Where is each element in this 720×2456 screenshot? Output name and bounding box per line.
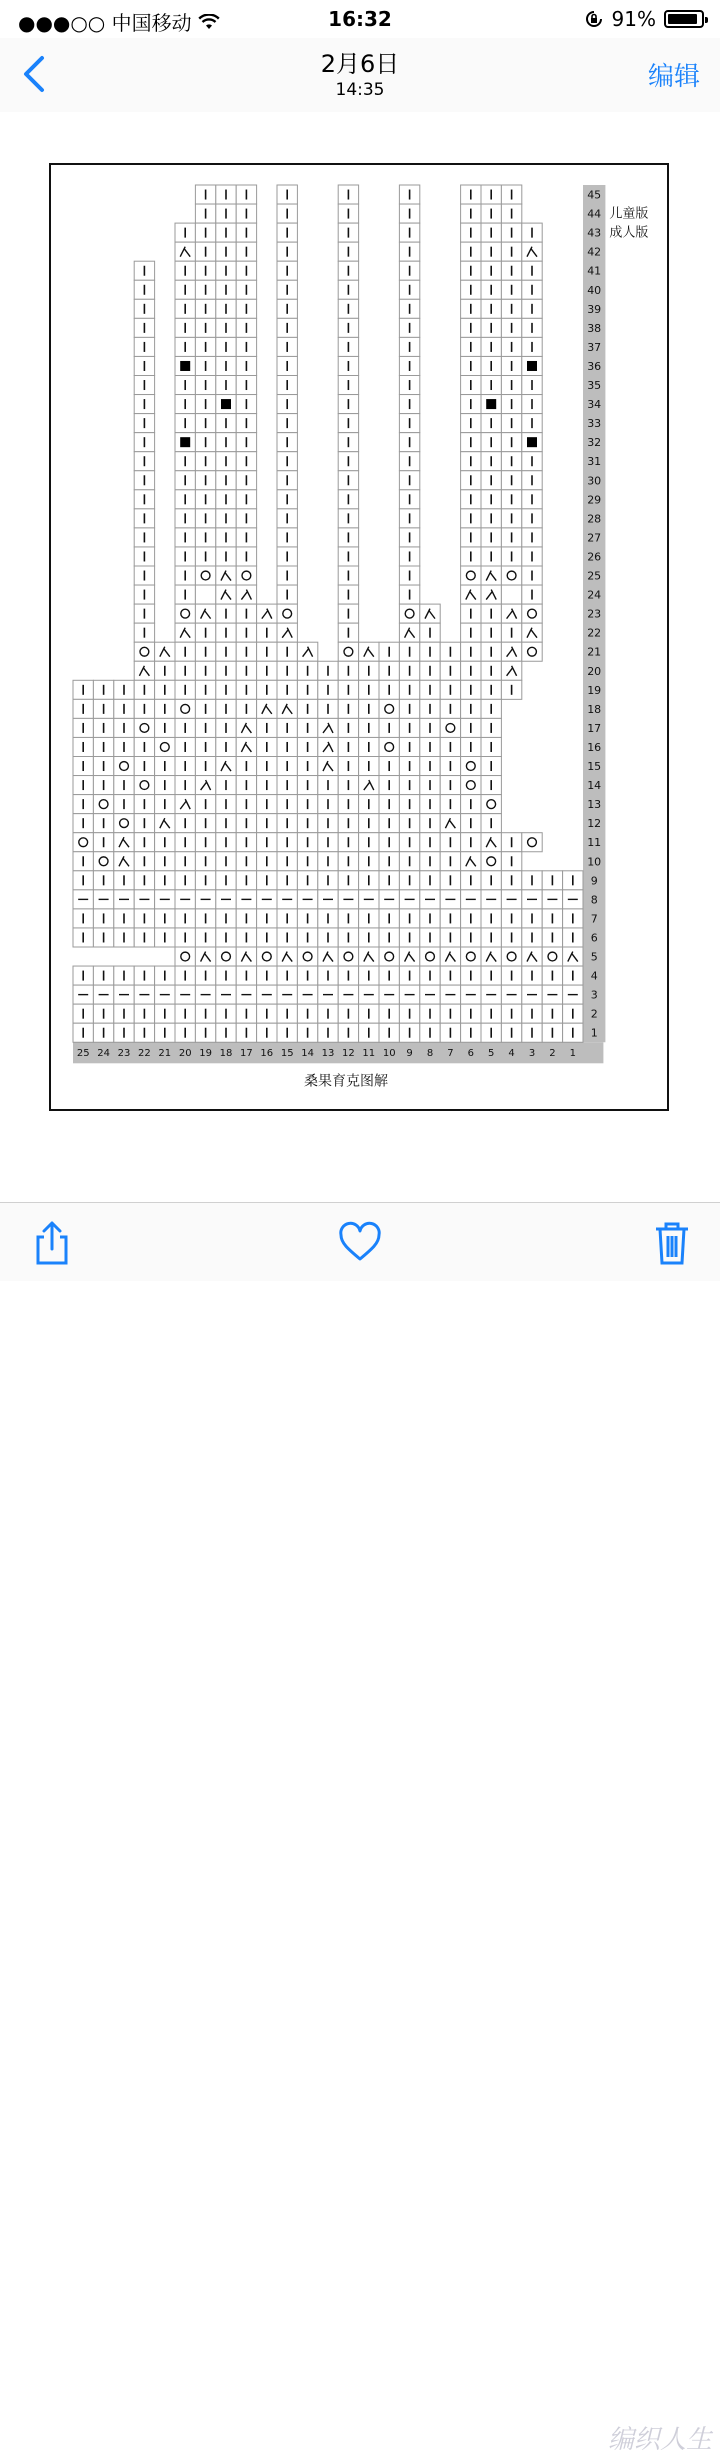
chart-cell [461, 757, 481, 776]
chart-cell [236, 566, 256, 585]
chart-cell [399, 623, 419, 642]
chart-cell [216, 757, 236, 776]
chart-cell [501, 585, 521, 604]
column-number: 24 [97, 1047, 110, 1059]
chart-cell [359, 776, 379, 795]
chart-cell [461, 566, 481, 585]
bobble-mark [527, 437, 537, 447]
chart-cell [236, 718, 256, 737]
row-number: 33 [587, 417, 602, 431]
chart-cell [461, 776, 481, 795]
chart-cell [257, 699, 277, 718]
column-number: 16 [260, 1047, 274, 1059]
chart-cell [216, 585, 236, 604]
chart-cell [481, 795, 501, 814]
chart-cell [195, 585, 215, 604]
chart-cell [257, 604, 277, 623]
chart-cell [501, 566, 521, 585]
chart-cell [297, 642, 317, 661]
row-number: 38 [587, 321, 602, 335]
chart-cell [481, 947, 501, 966]
row-number: 5 [590, 950, 598, 964]
row-number: 34 [587, 398, 602, 412]
chart-cell [277, 623, 297, 642]
chart-cell [277, 699, 297, 718]
battery-icon [664, 10, 704, 28]
chart-cell [542, 947, 562, 966]
row-number: 20 [587, 664, 602, 678]
column-number: 14 [301, 1047, 314, 1059]
chart-cell [461, 947, 481, 966]
row-number: 42 [587, 245, 602, 259]
chart-cell [236, 947, 256, 966]
battery-level [668, 14, 697, 24]
row-number: 11 [587, 836, 602, 850]
row-number: 29 [587, 493, 602, 507]
chart-cell [359, 642, 379, 661]
chart-cell [440, 814, 460, 833]
bobble-mark [221, 399, 231, 409]
row-number: 44 [587, 207, 602, 221]
chart-cell [134, 718, 154, 737]
column-number: 22 [138, 1047, 151, 1059]
photo-viewer[interactable] [0, 112, 720, 1202]
column-number: 21 [158, 1047, 172, 1059]
rotation-lock-icon [584, 9, 604, 29]
row-number: 10 [587, 855, 602, 869]
column-number: 23 [117, 1047, 131, 1059]
bobble-mark [180, 361, 190, 371]
chart-cell [399, 947, 419, 966]
row-number: 32 [587, 436, 602, 450]
chart-cell [379, 699, 399, 718]
row-number: 30 [587, 474, 602, 488]
column-number: 11 [362, 1047, 376, 1059]
bottom-toolbar [0, 1202, 720, 2455]
chart-cell [134, 776, 154, 795]
chart-cell [155, 737, 175, 756]
chart-cell [195, 947, 215, 966]
chart-cell [501, 661, 521, 680]
chart-cell [359, 947, 379, 966]
bobble-mark [180, 437, 190, 447]
column-number: 6 [467, 1047, 474, 1059]
row-number: 25 [587, 569, 602, 583]
row-number: 21 [587, 645, 602, 659]
chart-cell [175, 242, 195, 261]
chart-cell [379, 947, 399, 966]
chart-cell [318, 947, 338, 966]
row-number: 45 [587, 188, 602, 202]
row-number: 23 [587, 607, 602, 621]
chart-cell [277, 604, 297, 623]
row-number: 27 [587, 531, 602, 545]
column-number: 25 [76, 1047, 90, 1059]
chart-cell [501, 604, 521, 623]
chart-cell [420, 947, 440, 966]
battery-group [584, 7, 704, 31]
chart-cell [318, 737, 338, 756]
chart-cell [461, 852, 481, 871]
chart-cell [195, 776, 215, 795]
chart-cell [318, 757, 338, 776]
column-number: 15 [280, 1047, 294, 1059]
chart-cell [481, 566, 501, 585]
row-number: 39 [587, 302, 602, 316]
chart-cell [114, 757, 134, 776]
row-number: 16 [587, 740, 602, 754]
row-number: 9 [590, 874, 598, 888]
row-number: 18 [587, 702, 602, 716]
row-number: 37 [587, 340, 602, 354]
column-number: 1 [569, 1047, 576, 1059]
share-icon[interactable] [30, 1219, 74, 1267]
chart-cell [134, 642, 154, 661]
chart-cell [318, 718, 338, 737]
row-number: 6 [590, 931, 598, 945]
chart-cell [522, 833, 542, 852]
chart-cell [338, 947, 358, 966]
row-number: 8 [590, 893, 598, 907]
chart-cell [175, 947, 195, 966]
row-number: 22 [587, 626, 602, 640]
chart-cell [277, 947, 297, 966]
nav-bar [0, 38, 720, 113]
chart-cell [93, 852, 113, 871]
trash-icon[interactable] [650, 1219, 694, 1267]
chart-cell [175, 699, 195, 718]
column-number: 20 [178, 1047, 192, 1059]
knitting-chart [0, 112, 720, 1202]
chart-cell [440, 947, 460, 966]
row-number: 17 [587, 721, 602, 735]
row-number: 4 [590, 969, 598, 983]
chart-cell [522, 604, 542, 623]
row-number: 15 [587, 760, 602, 774]
chart-cell [297, 947, 317, 966]
column-number: 2 [549, 1047, 556, 1059]
chart-cell [175, 795, 195, 814]
chart-cell [114, 833, 134, 852]
chart-cell [481, 852, 501, 871]
chart-cell [134, 661, 154, 680]
chart-cell [440, 718, 460, 737]
carrier-label: ●●●○○ 中国移动 [18, 11, 192, 35]
column-number: 3 [528, 1047, 536, 1059]
chart-caption: 桑果育克图解 [304, 1073, 388, 1090]
chart-cell [522, 642, 542, 661]
row-number: 41 [587, 264, 602, 278]
bobble-mark [486, 399, 496, 409]
heart-icon[interactable] [338, 1219, 382, 1267]
chart-cell [175, 604, 195, 623]
row-number: 40 [587, 283, 602, 297]
row-number: 19 [587, 683, 602, 697]
chart-cell [379, 737, 399, 756]
chart-cell [501, 642, 521, 661]
column-number: 18 [219, 1047, 233, 1059]
column-number: 10 [382, 1047, 396, 1059]
column-number: 19 [199, 1047, 212, 1059]
column-number: 4 [508, 1047, 515, 1059]
chart-cell [481, 585, 501, 604]
row-number: 14 [587, 779, 602, 793]
chart-cell [155, 814, 175, 833]
chart-cell [420, 604, 440, 623]
column-number: 12 [342, 1047, 355, 1059]
chart-cell [522, 242, 542, 261]
chart-cell [114, 814, 134, 833]
row-number: 2 [590, 1007, 598, 1021]
chart-cell [563, 947, 583, 966]
photo-date-title: 2月6日 [320, 50, 400, 78]
chart-cell [175, 623, 195, 642]
column-number: 13 [321, 1047, 335, 1059]
chart-cell [461, 585, 481, 604]
chart-cell [155, 642, 175, 661]
chart-cell [114, 852, 134, 871]
column-number: 17 [240, 1047, 253, 1059]
chart-cell [93, 795, 113, 814]
row-number: 7 [590, 912, 598, 926]
chart-cell [257, 947, 277, 966]
row-number: 1 [590, 1026, 598, 1040]
row-number: 31 [587, 455, 602, 469]
chart-cell [501, 947, 521, 966]
legend-label: 儿童版 [609, 206, 649, 222]
chart-cell [195, 604, 215, 623]
chart-cell [399, 604, 419, 623]
chart-cell [338, 642, 358, 661]
row-number: 24 [587, 588, 602, 602]
column-number-strip [73, 1042, 603, 1063]
chart-cell [236, 737, 256, 756]
row-number: 36 [587, 359, 602, 373]
row-number: 43 [587, 226, 602, 240]
row-number: 3 [590, 988, 598, 1002]
column-number: 8 [426, 1047, 434, 1059]
chart-cell [216, 566, 236, 585]
chart-cell [216, 947, 236, 966]
row-number: 12 [587, 817, 602, 831]
chart-cell [73, 833, 93, 852]
row-number: 35 [587, 379, 602, 393]
chart-cell [236, 585, 256, 604]
row-number: 28 [587, 512, 602, 526]
legend-label: 成人版 [609, 225, 649, 241]
chart-cell [195, 566, 215, 585]
watermark: 编织人生 [607, 2425, 712, 2455]
battery-percent: 91% [611, 7, 656, 31]
clock: 16:32 [328, 7, 392, 31]
chart-cell [522, 947, 542, 966]
photo-time-subtitle: 14:35 [335, 80, 385, 100]
row-number: 26 [587, 550, 602, 564]
column-number: 5 [488, 1047, 495, 1059]
status-bar [0, 0, 720, 38]
chart-cell [522, 623, 542, 642]
column-number: 9 [406, 1047, 413, 1059]
bobble-mark [527, 361, 537, 371]
row-number: 13 [587, 798, 602, 812]
column-number: 7 [447, 1047, 454, 1059]
edit-button[interactable]: 编辑 [647, 62, 700, 92]
chart-cell [481, 833, 501, 852]
